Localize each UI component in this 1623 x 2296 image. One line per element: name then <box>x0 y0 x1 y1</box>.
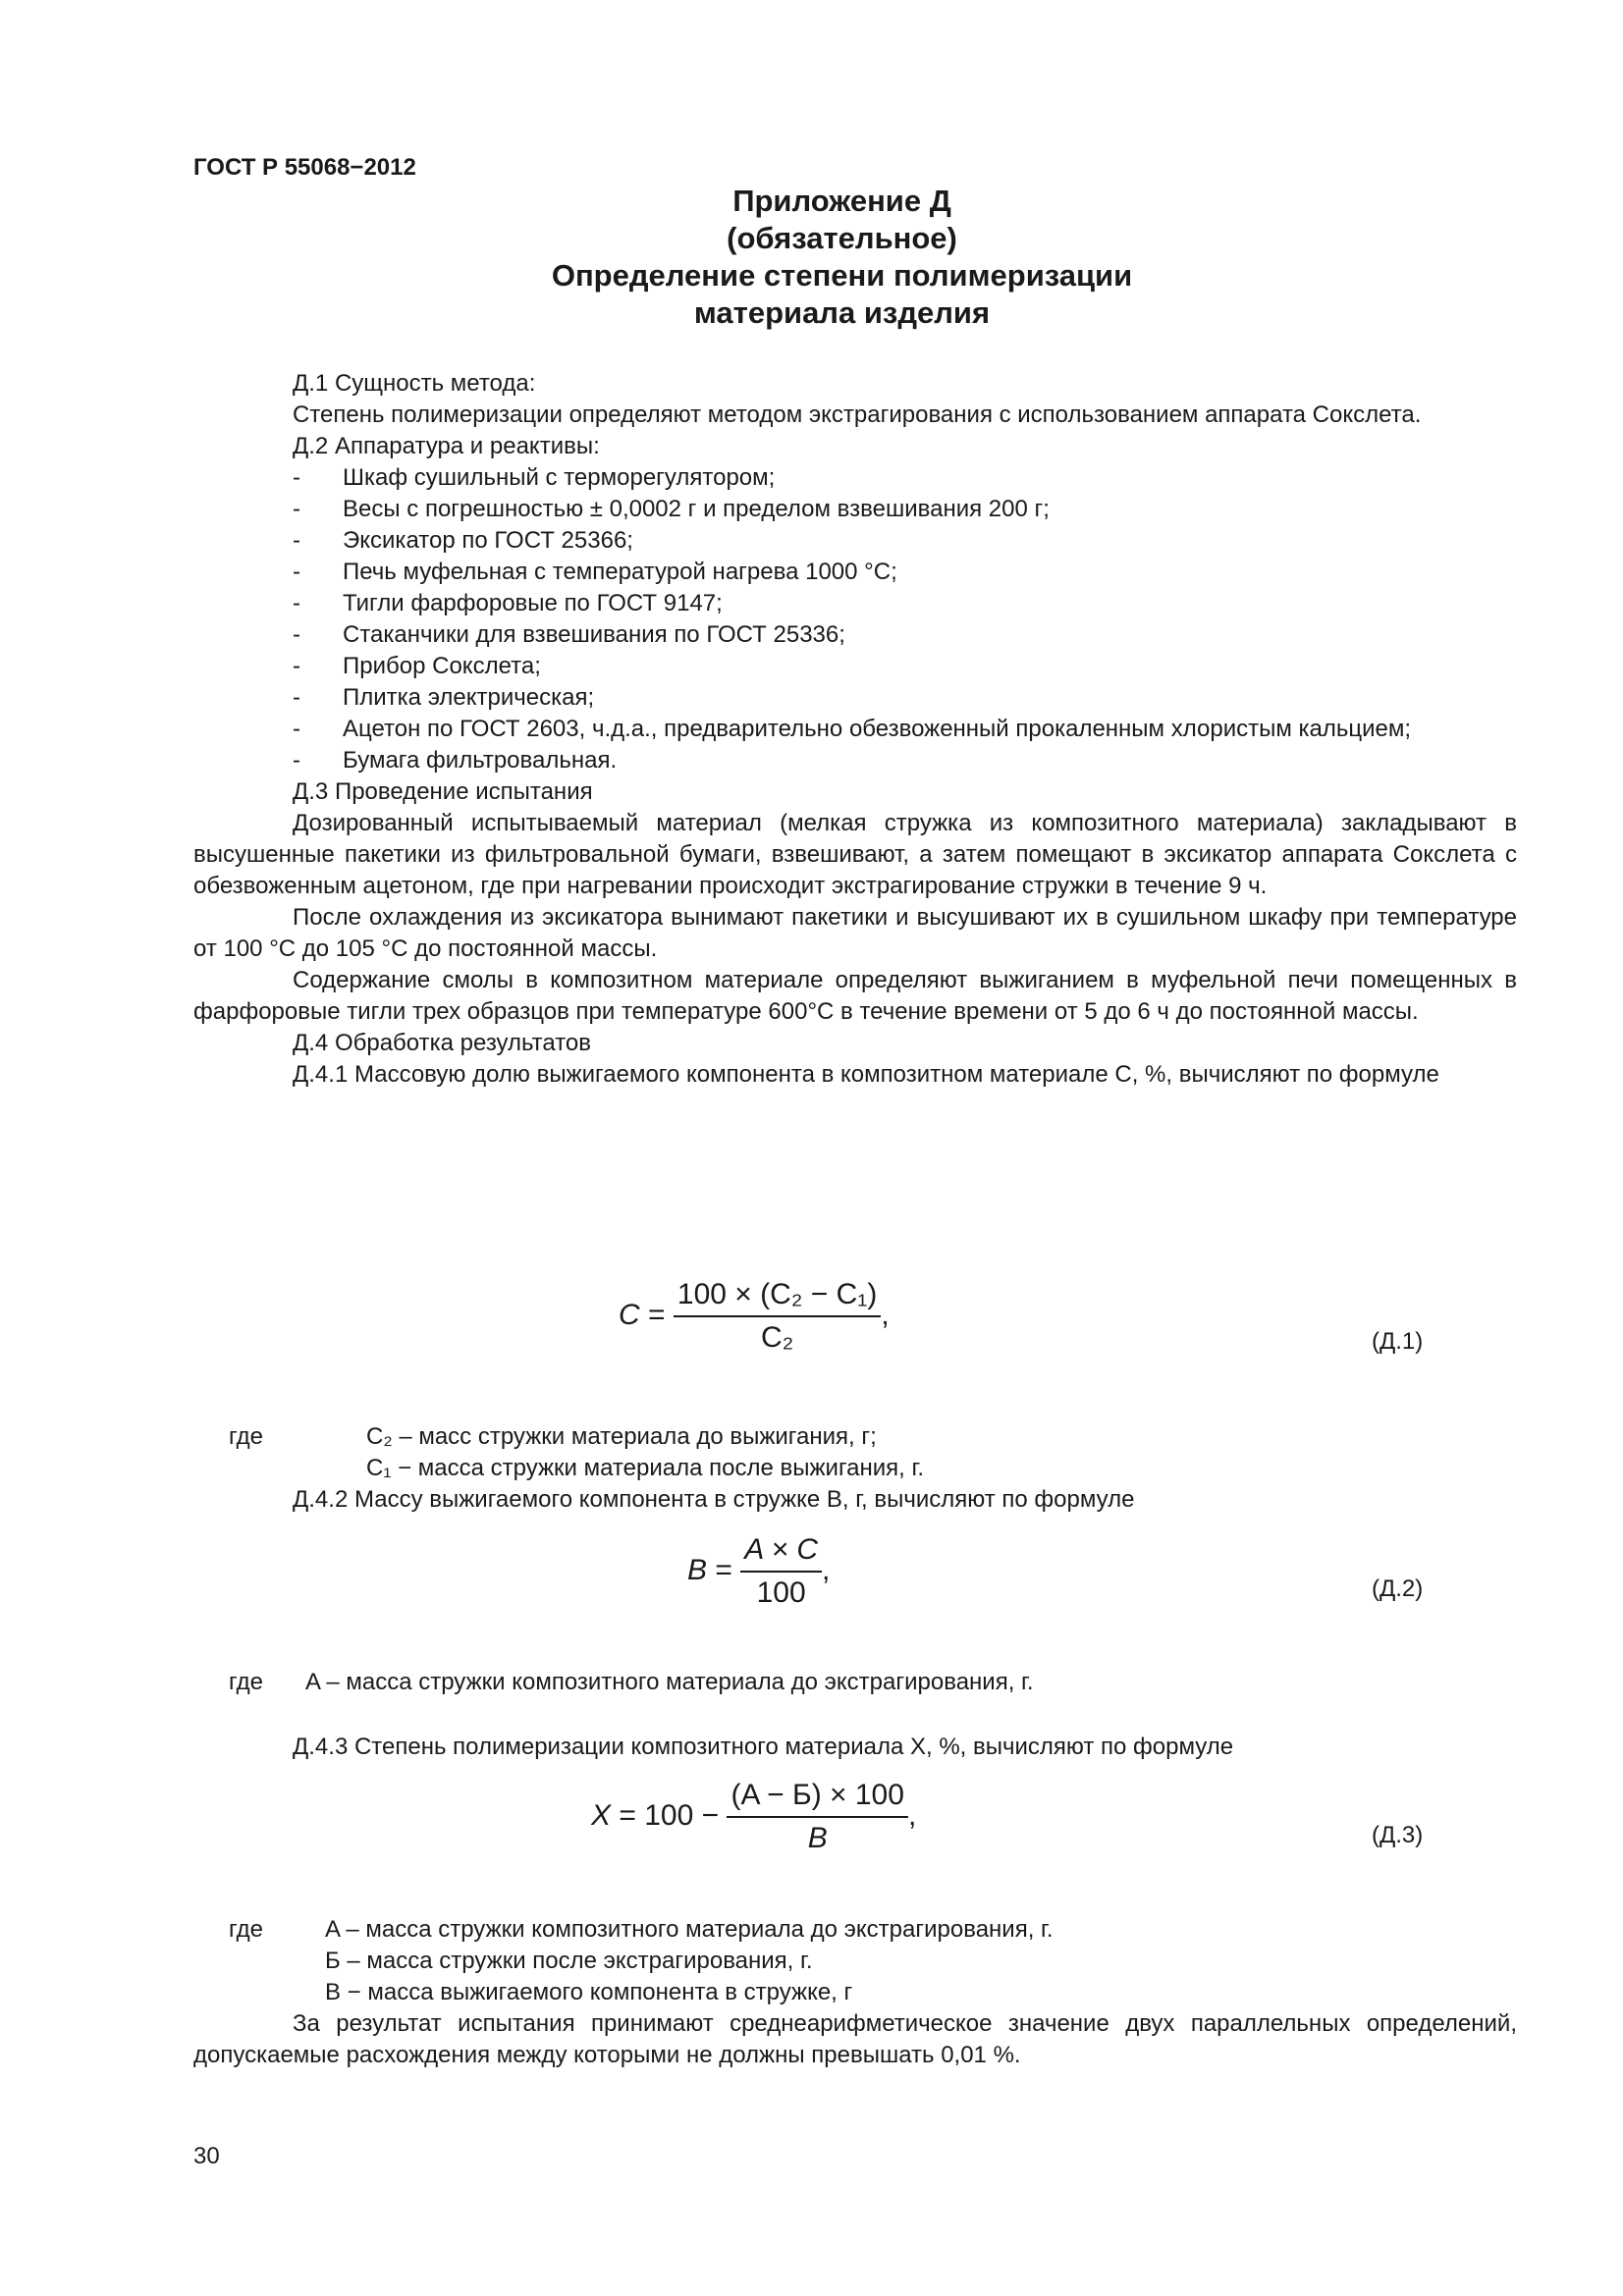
formula-d1 <box>619 1278 890 1355</box>
where-item: C₁ − масса стружки материала после выжигания, г. <box>366 1455 925 1481</box>
equipment-list-item <box>193 494 1517 525</box>
list-dash: - <box>293 621 300 648</box>
list-item-text: Печь муфельная с температурой нагрева 1000 °С; <box>343 559 897 585</box>
list-dash: - <box>293 559 300 585</box>
formula-d3-number: (Д.3) <box>1372 1822 1424 1848</box>
section-d4-heading: Д.4 Обработка результатов <box>293 1030 592 1056</box>
list-dash: - <box>293 653 300 679</box>
list-item-text: Прибор Сокслета; <box>343 653 541 679</box>
formula-d1-comma: , <box>881 1298 890 1331</box>
formula-d2-comma: , <box>822 1553 831 1586</box>
section-d43-text: Д.4.3 Степень полимеризации композитного материала Х, %, вычисляют по формуле <box>293 1734 1234 1760</box>
where-label-3: где <box>229 1916 264 1943</box>
list-dash: - <box>293 747 300 774</box>
section-d3-heading: Д.3 Проведение испытания <box>293 778 593 805</box>
list-item-text: Ацетон по ГОСТ 2603, ч.д.а., предварительно обезвоженный прокаленным хлористым кальцием; <box>343 716 1412 742</box>
list-dash: - <box>293 590 300 616</box>
formula-d1-numerator: 100 × (C₂ − C₁) <box>674 1278 882 1317</box>
list-dash: - <box>293 684 300 711</box>
formula-d2-denominator: 100 <box>756 1576 806 1609</box>
formula-d2-numerator: A × C <box>740 1533 822 1573</box>
formula-d1-fraction <box>674 1278 882 1355</box>
appendix-title-line2: (обязательное) <box>727 221 957 255</box>
equipment-list-item <box>193 651 1517 682</box>
section-d1-heading: Д.1 Сущность метода: <box>293 370 536 397</box>
where-item: В − масса выжигаемого компонента в стружке, г <box>325 1979 853 2005</box>
formula-d1-number: (Д.1) <box>1372 1328 1424 1355</box>
list-dash: - <box>293 496 300 522</box>
list-item-text: Тигли фарфоровые по ГОСТ 9147; <box>343 590 723 616</box>
final-paragraph: За результат испытания принимают среднеарифметическое значение двух параллельных определений, допускаемые расхождения между которыми не должны превышать 0,01 %. <box>193 2010 1517 2068</box>
equipment-list-item <box>193 745 1517 776</box>
where-item: C₂ – масс стружки материала до выжигания, г; <box>366 1423 877 1450</box>
formula-d1-denominator: C₂ <box>760 1321 794 1354</box>
main-body <box>193 368 1517 1091</box>
list-item-text: Плитка электрическая; <box>343 684 595 711</box>
equipment-list-item <box>193 557 1517 588</box>
where-item: A – масса стружки композитного материала до экстрагирования, г. <box>325 1916 1054 1943</box>
formula-d1-lhs: C <box>619 1298 640 1331</box>
formula-d3-comma: , <box>907 1798 917 1832</box>
formula-d3-lhs: X <box>591 1798 612 1832</box>
equipment-list-item <box>193 462 1517 494</box>
formula-d2-fraction <box>740 1533 822 1610</box>
formula-d3-fraction <box>727 1779 907 1855</box>
formula-d2-equals: = <box>715 1553 732 1586</box>
where-label-2: где <box>229 1669 264 1695</box>
section-d42-text: Д.4.2 Массу выжигаемого компонента в стружке В, г, вычисляют по формуле <box>293 1486 1135 1513</box>
formula-d3 <box>591 1779 916 1855</box>
equipment-list-item <box>193 682 1517 714</box>
equipment-list-item <box>193 714 1517 745</box>
list-item-text: Бумага фильтровальная. <box>343 747 618 774</box>
appendix-title <box>0 183 1623 332</box>
page-number: 30 <box>193 2143 220 2169</box>
appendix-title-line1: Приложение Д <box>732 184 951 218</box>
where-item: Б – масса стружки после экстрагирования, г. <box>325 1948 813 1974</box>
equipment-list-item <box>193 619 1517 651</box>
section-d3-paragraph-3: Содержание смолы в композитном материале определяют выжиганием в муфельной печи помещенных в фарфоровые тигли трех образцов при температуре 600°С в течение времени от 5 до 6 ч до постоянной массы. <box>193 967 1517 1025</box>
where-label-1: где <box>229 1423 264 1450</box>
formula-d3-numerator: (A − Б) × 100 <box>727 1779 907 1818</box>
appendix-title-line3: Определение степени полимеризации <box>551 258 1133 293</box>
appendix-title-line4: материала изделия <box>693 295 991 330</box>
equipment-list-item <box>193 525 1517 557</box>
where-item: A – масса стружки композитного материала до экстрагирования, г. <box>305 1669 1034 1695</box>
formula-d3-denominator: B <box>807 1822 828 1854</box>
equipment-list-item <box>193 588 1517 619</box>
list-item-text: Весы с погрешностью ± 0,0002 г и пределом взвешивания 200 г; <box>343 496 1050 522</box>
list-dash: - <box>293 716 300 742</box>
formula-d2-number: (Д.2) <box>1372 1575 1424 1602</box>
list-item-text: Стаканчики для взвешивания по ГОСТ 25336; <box>343 621 845 648</box>
standard-header: ГОСТ Р 55068−2012 <box>193 154 416 181</box>
formula-d2 <box>687 1533 830 1610</box>
section-d41-text: Д.4.1 Массовую долю выжигаемого компонента в композитном материале С, %, вычисляют по формуле <box>293 1061 1439 1088</box>
formula-d3-equals: = 100 − <box>619 1798 720 1832</box>
list-item-text: Эксикатор по ГОСТ 25366; <box>343 527 633 554</box>
list-dash: - <box>293 464 300 491</box>
list-item-text: Шкаф сушильный с терморегулятором; <box>343 464 776 491</box>
formula-d2-lhs: B <box>687 1553 708 1586</box>
section-d2-heading: Д.2 Аппаратура и реактивы: <box>293 433 600 459</box>
list-dash: - <box>293 527 300 554</box>
section-d1-text: Степень полимеризации определяют методом экстрагирования с использованием аппарата Сокслета. <box>293 401 1422 428</box>
formula-d1-equals: = <box>648 1298 666 1331</box>
final-paragraph-block <box>193 2008 1517 2071</box>
section-d3-paragraph-1: Дозированный испытываемый материал (мелкая стружка из композитного материала) закладывают в высушенные пакетики из фильтровальной бумаги, взвешивают, а затем помещают в эксикатор аппарата Сокслета с обезвоженным ацетоном, где при нагревании происходит экстрагирование стружки в течение 9 ч. <box>193 810 1517 899</box>
section-d3-paragraph-2: После охлаждения из эксикатора вынимают пакетики и высушивают их в сушильном шкафу при температуре от 100 °С до 105 °С до постоянной массы. <box>193 904 1517 962</box>
